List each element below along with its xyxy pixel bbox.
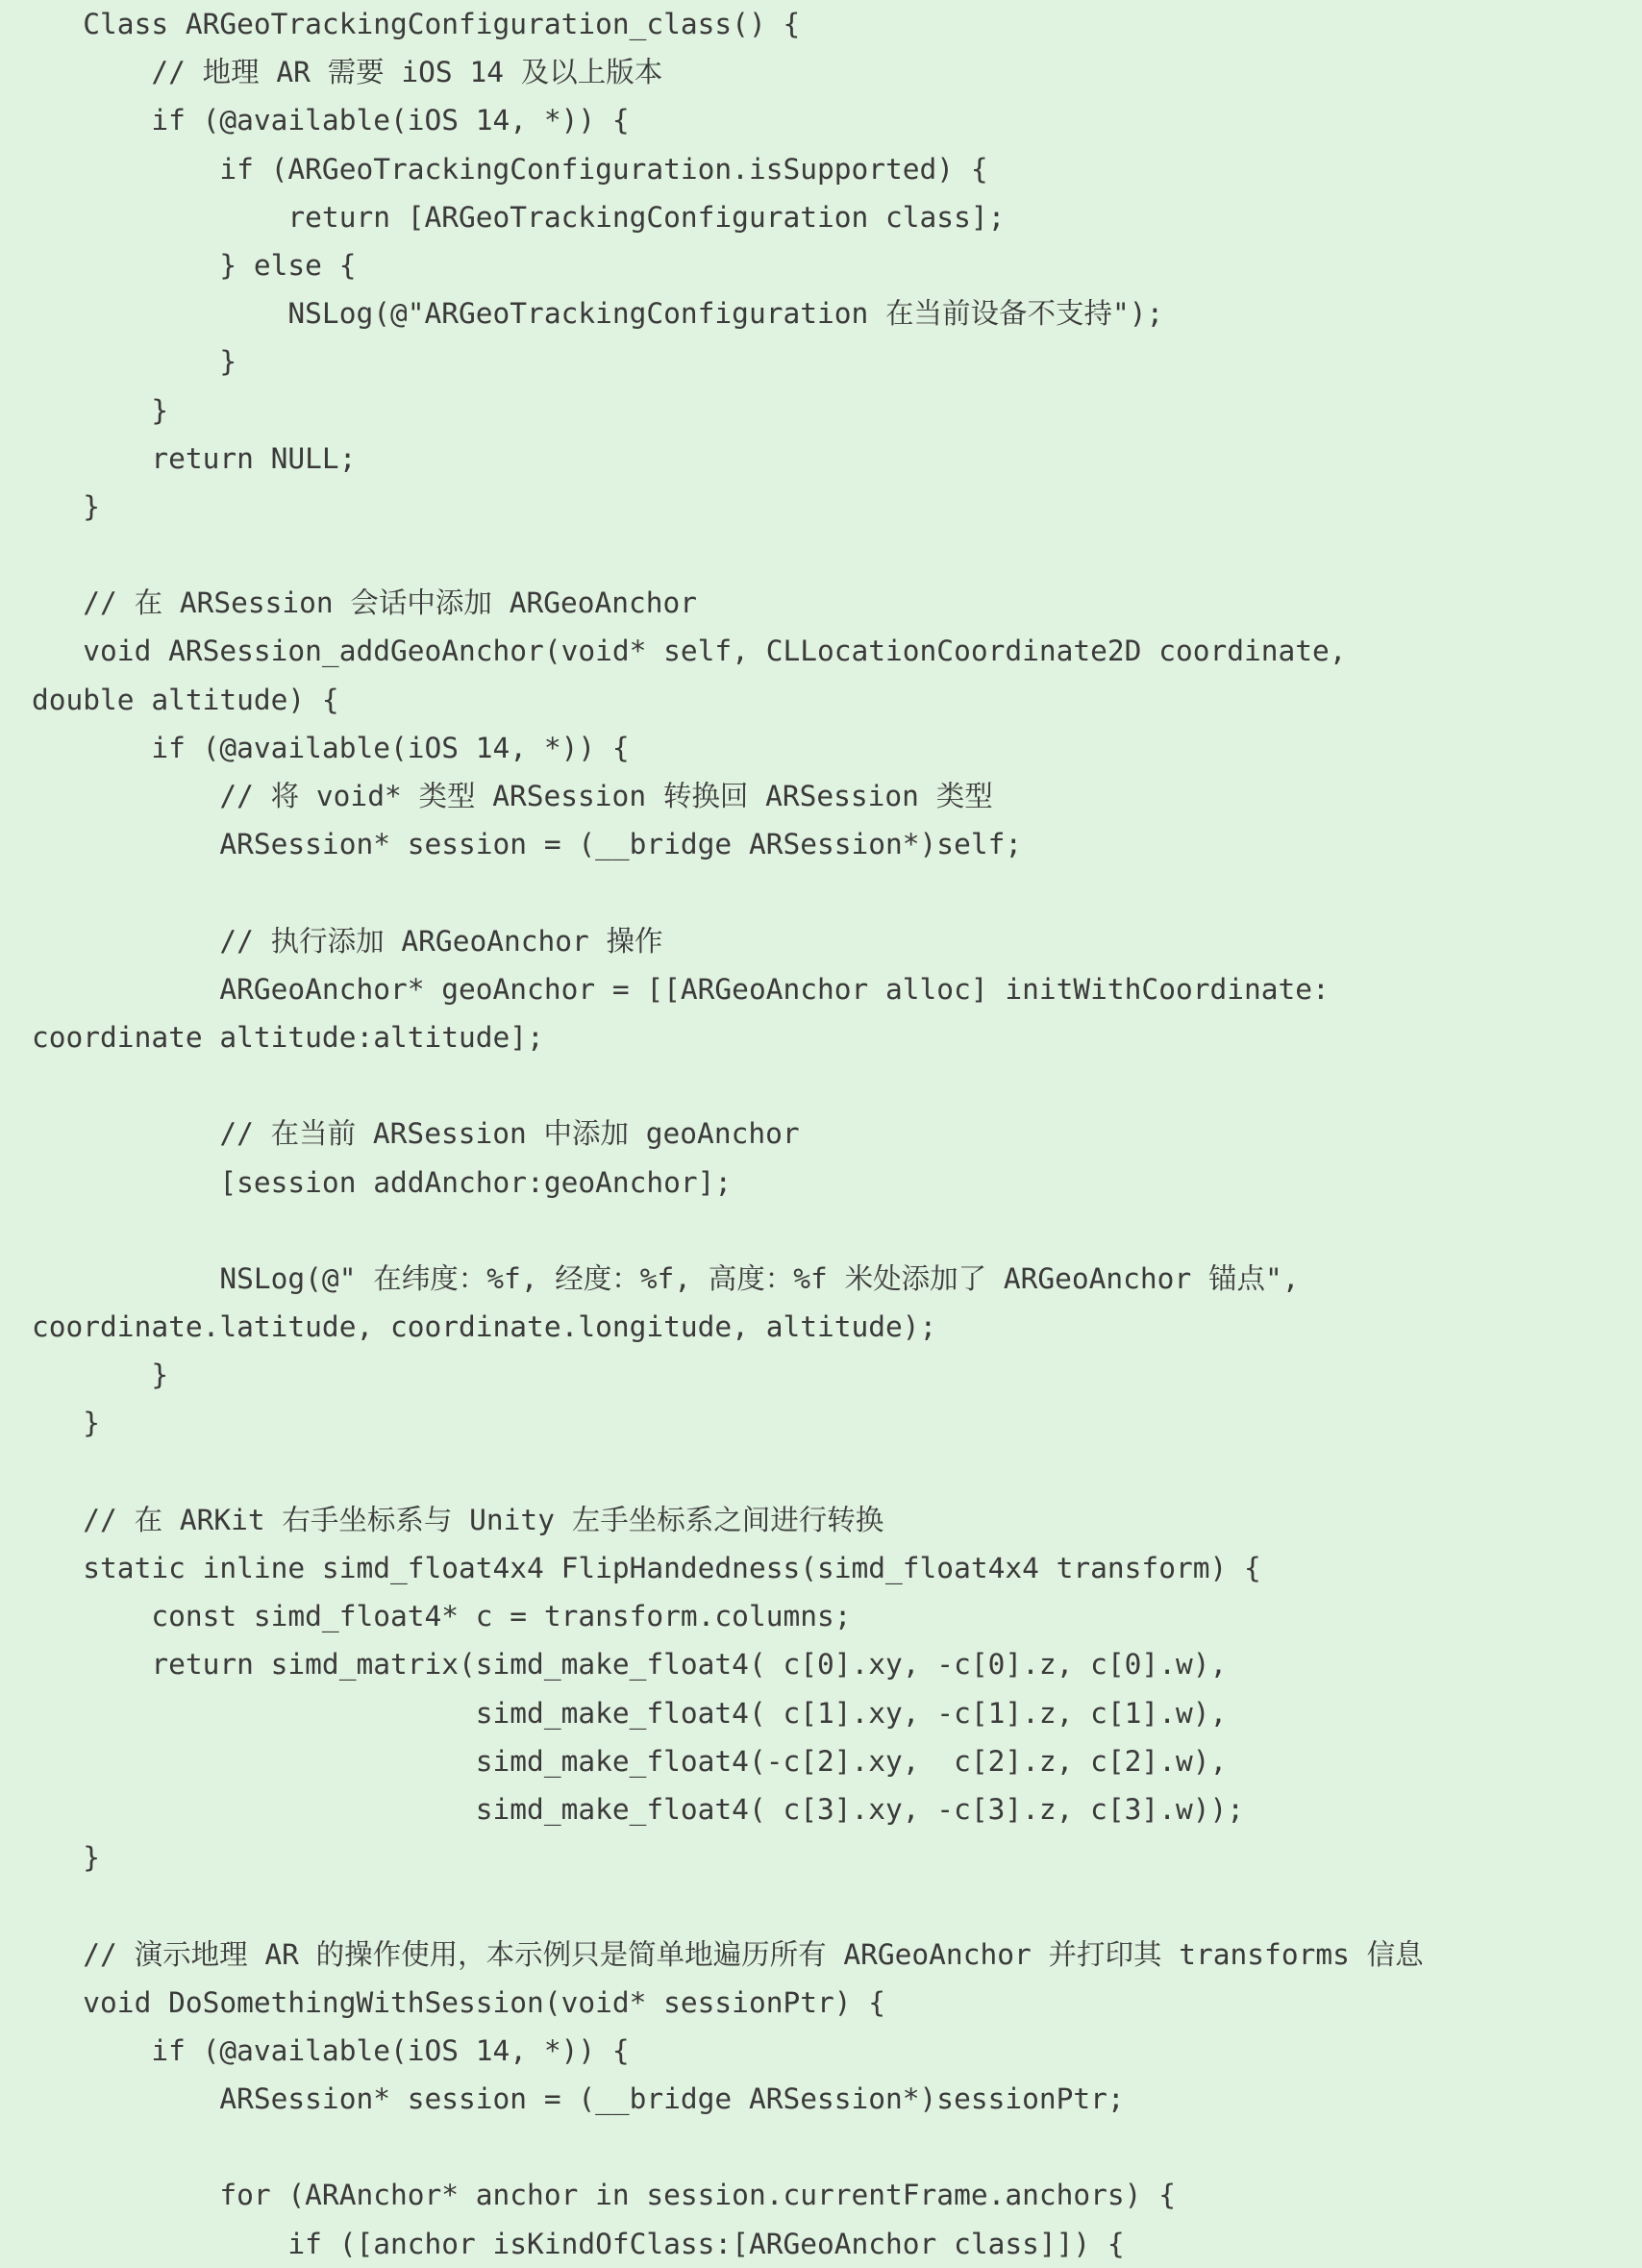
code-line [32, 531, 1628, 579]
code-line: return NULL; [32, 441, 357, 475]
code-line [32, 868, 1628, 916]
code-line: } [32, 489, 101, 523]
code-line: const simd_float4* c = transform.columns; [32, 1600, 852, 1633]
code-line: simd_make_float4( c[3].xy, -c[3].z, c[3].w)); [32, 1792, 1244, 1826]
code-line: ARSession* session = (__bridge ARSession*)sessionPtr; [32, 2082, 1125, 2116]
code-line: coordinate altitude:altitude]; [32, 1020, 544, 1054]
code-line: if (@available(iOS 14, *)) { [32, 2033, 630, 2067]
code-line: } [32, 345, 237, 379]
code-line [32, 1061, 1628, 1109]
code-line: if ([anchor isKindOfClass:[ARGeoAnchor class]]) { [32, 2227, 1125, 2260]
code-line: } [32, 393, 169, 427]
code-line: simd_make_float4(-c[2].xy, c[2].z, c[2].w), [32, 1744, 1228, 1778]
code-line: // 将 void* 类型 ARSession 转换回 ARSession 类型 [32, 780, 993, 812]
code-line: simd_make_float4( c[1].xy, -c[1].z, c[1].w), [32, 1696, 1228, 1730]
code-line: static inline simd_float4x4 FlipHandedness(simd_float4x4 transform) { [32, 1552, 1261, 1584]
code-line: return [ARGeoTrackingConfiguration class]; [32, 200, 1006, 234]
code-line: } else { [32, 248, 357, 282]
code-line: Class ARGeoTrackingConfiguration_class() { [32, 8, 801, 40]
code-line: NSLog(@" 在纬度：%f, 经度：%f, 高度：%f 米处添加了 ARGeoAnchor 锚点", [32, 1261, 1300, 1295]
code-line: NSLog(@"ARGeoTrackingConfiguration 在当前设备不支持"); [32, 297, 1164, 331]
code-line [32, 1882, 1628, 1930]
code-line: } [32, 1358, 169, 1392]
code-line: // 地理 AR 需要 iOS 14 及以上版本 [32, 56, 663, 89]
code-line [32, 2123, 1628, 2171]
code-line: if (@available(iOS 14, *)) { [32, 731, 630, 764]
code-line: if (@available(iOS 14, *)) { [32, 104, 630, 137]
code-block [32, 0, 1628, 2268]
code-line: // 在当前 ARSession 中添加 geoAnchor [32, 1117, 800, 1151]
code-line: // 执行添加 ARGeoAnchor 操作 [32, 924, 663, 958]
code-line: for (ARAnchor* anchor in session.currentFrame.anchors) { [32, 2179, 1176, 2212]
code-line: ARSession* session = (__bridge ARSession*)self; [32, 828, 1023, 861]
code-line: double altitude) { [32, 683, 339, 716]
code-line: void DoSomethingWithSession(void* sessionPtr) { [32, 1985, 886, 2019]
code-line: return simd_matrix(simd_make_float4( c[0].xy, -c[0].z, c[0].w), [32, 1648, 1228, 1682]
code-line: } [32, 1841, 101, 1875]
code-line: // 在 ARSession 会话中添加 ARGeoAnchor [32, 586, 698, 620]
code-line: // 在 ARKit 右手坐标系与 Unity 左手坐标系之间进行转换 [32, 1503, 884, 1536]
code-line: coordinate.latitude, coordinate.longitude, altitude); [32, 1310, 937, 1344]
code-line: if (ARGeoTrackingConfiguration.isSupported) { [32, 152, 988, 186]
code-line [32, 1448, 1628, 1496]
code-line: // 演示地理 AR 的操作使用，本示例只是简单地遍历所有 ARGeoAnchor 并打印其 transforms 信息 [32, 1937, 1424, 1971]
code-line: [session addAnchor:geoAnchor]; [32, 1165, 733, 1199]
code-line: ARGeoAnchor* geoAnchor = [[ARGeoAnchor alloc] initWithCoordinate: [32, 972, 1330, 1006]
code-line [32, 1207, 1628, 1255]
code-line: } [32, 1407, 101, 1440]
code-line: void ARSession_addGeoAnchor(void* self, CLLocationCoordinate2D coordinate, [32, 635, 1347, 668]
